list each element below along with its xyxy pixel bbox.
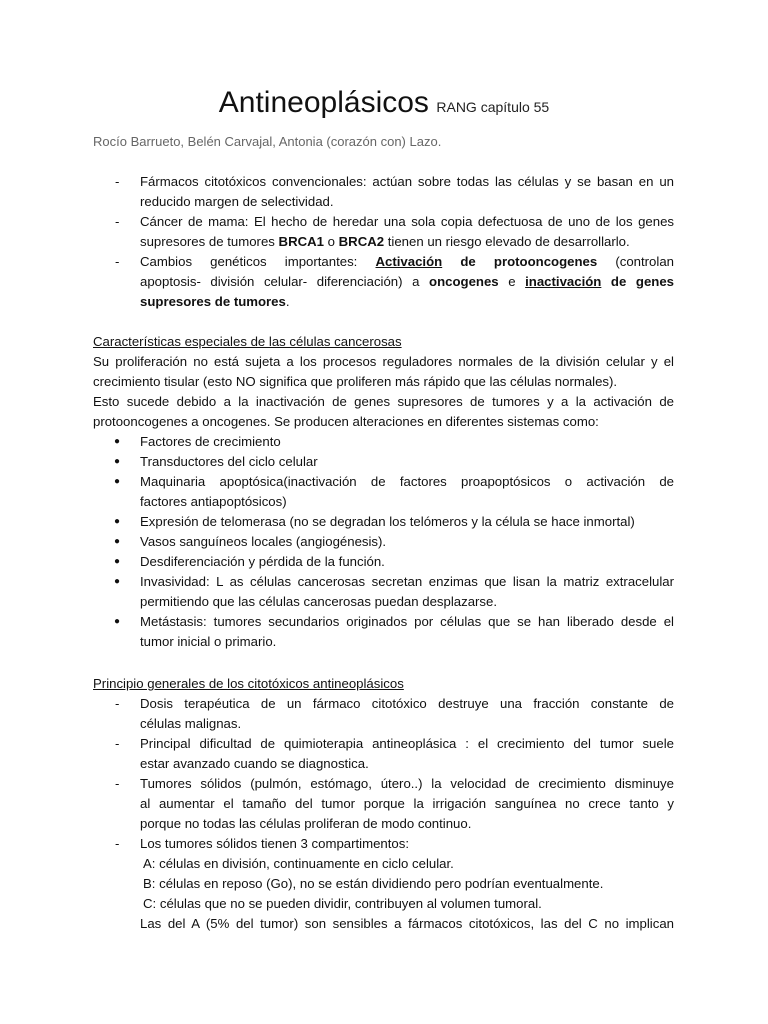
rich-line [140,292,674,312]
text-run: (controlan [597,254,674,269]
bullet-marker: ● [114,516,121,527]
text-run: supresores de tumores [140,234,279,249]
list-item [140,252,674,312]
text-run: tienen un riesgo elevado de desarrollarlo. [384,234,630,249]
compartment-b: B: células en reposo (Go), no se están dividiendo pero podrían eventualmente. [143,876,604,891]
bullet-marker: ● [114,556,121,567]
rich-line [140,272,674,292]
bullet-item-line: tumor inicial o primario. [140,634,277,649]
dash-item-line: Principal dificultad de quimioterapia antineoplásica : el crecimiento del tumor suele [140,736,674,751]
list-marker: - [115,254,120,269]
text-run: apoptosis- división celular- diferenciación) a [140,274,430,289]
bullet-item-line: factores antiapoptósicos) [140,494,287,509]
bold-text: supresores de tumores [140,294,286,309]
bullet-item-line: Factores de crecimiento [140,434,281,449]
text-run: . [285,294,290,309]
paragraph-line: Su proliferación no está sujeta a los procesos reguladores normales de la división celular y el [93,354,674,369]
text-run: o [323,234,339,249]
text-run: Cambios genéticos importantes: [140,254,376,269]
rich-line [140,212,674,232]
closing-line-text: Las del A (5% del tumor) son sensibles a fármacos citotóxicos, las del C no implican [140,916,674,931]
bullet-marker: ● [114,476,121,487]
dash-item-line: Dosis terapéutica de un fármaco citotóxico destruye una fracción constante de [140,696,674,711]
paragraph-line: Esto sucede debido a la inactivación de genes supresores de tumores y a la activación de [93,394,674,409]
dash-item-line: estar avanzado cuando se diagnostica. [140,756,369,771]
section-heading: Características especiales de las células cancerosas [93,334,402,349]
authors-line: Rocío Barrueto, Belén Carvajal, Antonia (corazón con) Lazo. [93,134,442,149]
bullet-marker: ● [114,456,121,467]
dash-marker: - [115,776,120,791]
text-run: Cáncer de mama: El hecho de heredar una sola copia defectuosa de uno de los genes [140,214,674,229]
bold-text: oncogenes [429,274,499,289]
list-marker: - [115,174,120,189]
bold-text: Activación [375,254,443,269]
text-run: e [498,274,526,289]
paragraph-line: protooncogenes a oncogenes. Se producen alteraciones en diferentes sistemas como: [93,414,599,429]
dash-marker: - [115,736,120,751]
dash-item-line: al aumentar el tamaño del tumor porque la irrigación sanguínea no crece tanto y [140,796,674,811]
list-item [140,212,674,252]
bullet-item-line: Expresión de telomerasa (no se degradan los telómeros y la célula se hace inmortal) [140,514,635,529]
list-item-line: reducido margen de selectividad. [140,194,334,209]
bold-text: BRCA1 [278,234,324,249]
bold-text: de genes [601,274,674,289]
dash-marker: - [115,836,120,851]
bullet-marker: ● [114,436,121,447]
dash-item-line: células malignas. [140,716,242,731]
dash-item-line: porque no todas las células proliferan de modo continuo. [140,816,472,831]
bullet-marker: ● [114,616,121,627]
bullet-item-line: Transductores del ciclo celular [140,454,318,469]
bullet-item-line: Vasos sanguíneos locales (angiogénesis). [140,534,387,549]
list-marker: - [115,214,120,229]
list-item-line: Fármacos citotóxicos convencionales: actúan sobre todas las células y se basan en un [140,174,674,189]
document-subtitle: RANG capítulo 55 [436,99,550,115]
bullet-marker: ● [114,576,121,587]
bold-text: inactivación [525,274,602,289]
rich-line [140,232,674,252]
list-item [140,172,674,192]
paragraph [93,352,674,432]
compartment-a: A: células en división, continuamente en ciclo celular. [143,856,454,871]
bullet-item-line: Invasividad: L as células cancerosas secretan enzimas que lisan la matriz extracelular [140,574,674,589]
bullet-item-line: Metástasis: tumores secundarios originados por células que se han liberado desde el [140,614,674,629]
bullet-item-line: Maquinaria apoptósica(inactivación de factores proapoptósicos o activación de [140,474,674,489]
dash-item-line: Los tumores sólidos tienen 3 compartimentos: [140,836,410,851]
bullet-marker: ● [114,536,121,547]
paragraph-line: crecimiento tisular (esto NO significa que proliferen más rápido que las células normales). [93,374,618,389]
bullet-item-line: permitiendo que las células cancerosas puedan desplazarse. [140,594,498,609]
rich-line [140,252,674,272]
bold-text: de protooncogenes [442,254,598,269]
bullet-item-line: Desdiferenciación y pérdida de la función. [140,554,385,569]
dash-item-line: Tumores sólidos (pulmón, estómago, útero..) la velocidad de crecimiento disminuye [140,776,674,791]
section-heading: Principio generales de los citotóxicos antineoplásicos [93,676,404,691]
bold-text: BRCA2 [338,234,385,249]
title-row [0,86,768,120]
dash-marker: - [115,696,120,711]
document-title: Antineoplásicos [218,86,429,119]
closing-line [140,914,674,934]
compartment-c: C: células que no se pueden dividir, contribuyen al volumen tumoral. [143,896,542,911]
